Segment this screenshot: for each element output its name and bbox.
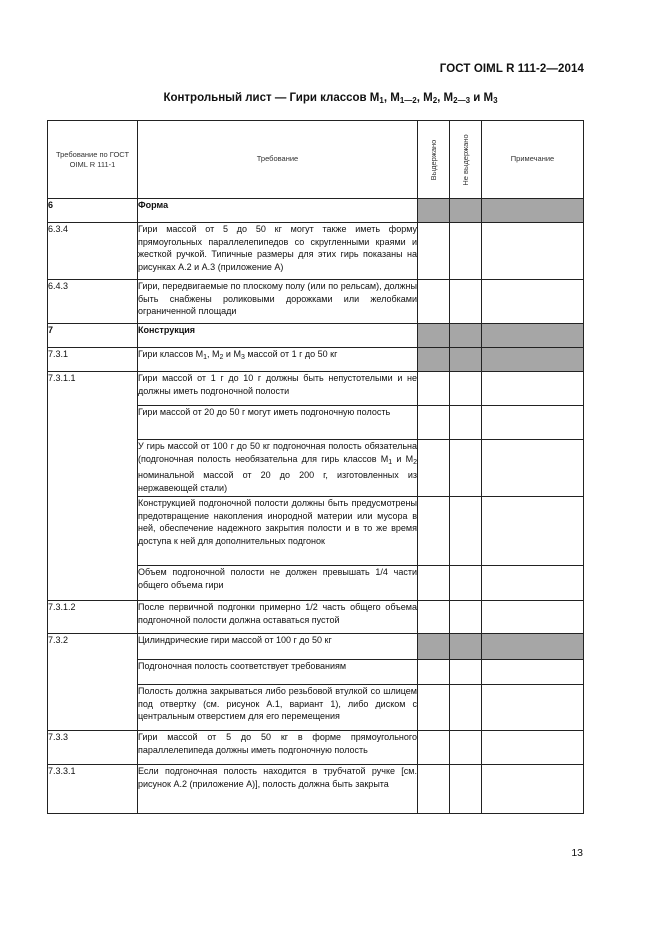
row-number: 7.3.1.2 [48, 601, 138, 634]
row-requirement: Гири массой от 1 г до 10 г должны быть непустотелыми и не должны иметь подгоночной полости [138, 372, 418, 406]
failed-cell[interactable] [450, 223, 482, 280]
checklist-table [47, 120, 584, 814]
row-number: 7.3.1 [48, 348, 138, 372]
table-row [48, 601, 584, 634]
table-row [48, 324, 584, 348]
note-cell[interactable] [482, 497, 584, 566]
table-header-row [48, 121, 584, 199]
table-row [48, 348, 584, 372]
row-number: 6.4.3 [48, 280, 138, 324]
row-requirement: Гири массой от 5 до 50 кг могут также иметь форму прямоугольных параллелепипедов со скругленными краями и жесткой ручкой. Типичные размеры для этих гирь показаны на рисунках А.2 и А.3 (приложение А) [138, 223, 418, 280]
row-requirement: Гири, передвигаемые по плоскому полу (или по рельсам), должны быть снабжены роликовыми дорожками или желобками ограниченной площади [138, 280, 418, 324]
passed-cell[interactable] [418, 348, 450, 372]
note-cell[interactable] [482, 660, 584, 685]
note-cell[interactable] [482, 765, 584, 814]
note-cell[interactable] [482, 348, 584, 372]
table-row [48, 731, 584, 765]
failed-cell[interactable] [450, 601, 482, 634]
row-requirement: Конструкция [138, 324, 418, 348]
row-requirement: После первичной подгонки примерно 1/2 часть общего объема подгоночной полости должна оставаться пустой [138, 601, 418, 634]
row-number: 6 [48, 199, 138, 223]
note-cell[interactable] [482, 440, 584, 497]
passed-cell[interactable] [418, 566, 450, 601]
row-requirement: Конструкцией подгоночной полости должны быть предусмотрены предотвращение накопления инородной материи или мусора в ней, обеспечение надежного закрытия полости и в то же время доступа к ней для дополнительных подгонок [138, 497, 418, 566]
row-number: 7.3.1.1 [48, 372, 138, 601]
table-row [48, 199, 584, 223]
failed-cell[interactable] [450, 634, 482, 660]
note-cell[interactable] [482, 566, 584, 601]
column-header-requirement-ref: Требование по ГОСТ OIML R 111-1 [48, 121, 138, 199]
column-header-requirement: Требование [138, 121, 418, 199]
failed-cell[interactable] [450, 765, 482, 814]
passed-cell[interactable] [418, 406, 450, 440]
passed-cell[interactable] [418, 765, 450, 814]
failed-cell[interactable] [450, 348, 482, 372]
column-header-note: Примечание [482, 121, 584, 199]
passed-cell[interactable] [418, 372, 450, 406]
row-number: 6.3.4 [48, 223, 138, 280]
failed-cell[interactable] [450, 406, 482, 440]
row-requirement: Подгоночная полость соответствует требованиям [138, 660, 418, 685]
passed-cell[interactable] [418, 731, 450, 765]
passed-cell[interactable] [418, 601, 450, 634]
table-title: Контрольный лист — Гири классов $М_1$, $М_{1—2}$, $М_2$, $М_{2—3}$ и $М_3$ [163, 92, 498, 105]
table-row [48, 223, 584, 280]
note-cell[interactable] [482, 199, 584, 223]
failed-cell[interactable] [450, 497, 482, 566]
failed-cell[interactable] [450, 685, 482, 731]
failed-cell[interactable] [450, 440, 482, 497]
passed-cell[interactable] [418, 660, 450, 685]
row-number: 7.3.3.1 [48, 765, 138, 814]
passed-cell[interactable] [418, 440, 450, 497]
note-cell[interactable] [482, 223, 584, 280]
row-requirement: Полость должна закрываться либо резьбовой втулкой со шлицем под отвертку (см. рисунок А.1, вариант 1), либо диском с центральным отверстием для его перемещения [138, 685, 418, 731]
table-row [48, 280, 584, 324]
note-cell[interactable] [482, 372, 584, 406]
passed-cell[interactable] [418, 199, 450, 223]
row-requirement: Гири массой от 5 до 50 кг в форме прямоугольного параллелепипеда должны иметь подгоночную полость [138, 731, 418, 765]
table-row [48, 634, 584, 660]
row-number: 7 [48, 324, 138, 348]
note-cell[interactable] [482, 601, 584, 634]
document-code: ГОСТ OIML R 111-2—2014 [439, 63, 584, 75]
passed-cell[interactable] [418, 324, 450, 348]
row-number: 7.3.3 [48, 731, 138, 765]
failed-cell[interactable] [450, 280, 482, 324]
note-cell[interactable] [482, 280, 584, 324]
passed-cell[interactable] [418, 223, 450, 280]
note-cell[interactable] [482, 634, 584, 660]
passed-cell[interactable] [418, 634, 450, 660]
note-cell[interactable] [482, 406, 584, 440]
failed-cell[interactable] [450, 566, 482, 601]
page-number: 13 [571, 847, 583, 859]
passed-cell[interactable] [418, 280, 450, 324]
failed-cell[interactable] [450, 731, 482, 765]
row-requirement: Объем подгоночной полости не должен превышать 1/4 части общего объема гири [138, 566, 418, 601]
row-requirement: Гири классов $М_1$, $М_2$ и $М_3$ массой от 1 г до 50 кг [138, 348, 418, 372]
row-requirement: Форма [138, 199, 418, 223]
row-requirement: Если подгоночная полость находится в трубчатой ручке [см. рисунок А.2 (приложение А)], полость должна быть закрыта [138, 765, 418, 814]
failed-cell[interactable] [450, 324, 482, 348]
table-row [48, 372, 584, 406]
note-cell[interactable] [482, 731, 584, 765]
failed-cell[interactable] [450, 372, 482, 406]
failed-cell[interactable] [450, 660, 482, 685]
passed-cell[interactable] [418, 497, 450, 566]
column-header-failed: Не выдержано [450, 121, 482, 199]
note-cell[interactable] [482, 324, 584, 348]
passed-cell[interactable] [418, 685, 450, 731]
row-requirement: Цилиндрические гири массой от 100 г до 50 кг [138, 634, 418, 660]
table-row [48, 765, 584, 814]
failed-cell[interactable] [450, 199, 482, 223]
row-requirement: У гирь массой от 100 г до 50 кг подгоночная полость обязательна (подгоночная полость необязательна для гирь классов $М_1$ и $М_2$ номинальной массой от 20 до 200 г, изготовленных из нержавеющей стали) [138, 440, 418, 497]
row-requirement: Гири массой от 20 до 50 г могут иметь подгоночную полость [138, 406, 418, 440]
column-header-passed: Выдержано [418, 121, 450, 199]
note-cell[interactable] [482, 685, 584, 731]
row-number: 7.3.2 [48, 634, 138, 731]
